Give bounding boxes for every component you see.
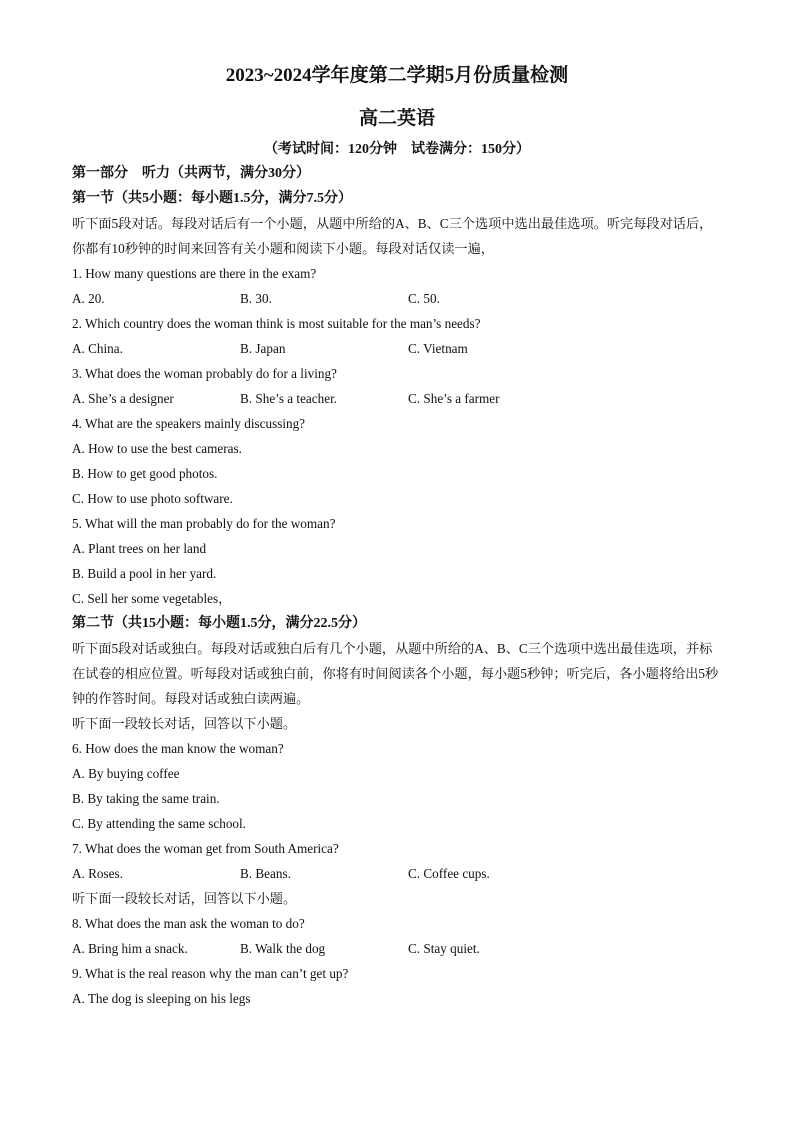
question-4-option-b: B. How to get good photos. — [72, 466, 218, 481]
part1-heading: 第一部分 听力（共两节，满分30分） — [72, 166, 310, 181]
question-5-option-a: A. Plant trees on her land — [72, 541, 207, 556]
question-6-option-c: C. By attending the same school. — [72, 816, 246, 831]
exam-title: 2023~2024学年度第二学期5月份质量检测 — [225, 65, 569, 86]
listen-long-dialog-2: 听下面一段较长对话，回答以下小题。 — [72, 891, 297, 906]
section2-heading: 第二节（共15小题：每小题1.5分，满分22.5分） — [72, 616, 366, 631]
question-6-stem: 6. How does the man know the woman? — [72, 741, 284, 756]
question-8-option-c: C. Stay quiet. — [408, 941, 480, 956]
question-1-options — [72, 286, 722, 311]
question-1-stem: 1. How many questions are there in the exam? — [72, 266, 317, 281]
question-6-option-a: A. By buying coffee — [72, 766, 180, 781]
exam-page — [72, 62, 722, 1011]
question-2-options — [72, 336, 722, 361]
question-7-options — [72, 861, 722, 886]
question-8-option-b: B. Walk the dog — [240, 941, 326, 956]
section2-instructions: 听下面5段对话或独白。每段对话或独白后有几个小题，从题中所给的A、B、C三个选项中选出最佳选项，并标在试卷的相应位置。听每段对话或独白前，你将有时间阅读各个小题，每小题5秒钟；听完后，各小题将给出5秒钟的作答时间。每段对话或独白读两遍。 — [72, 641, 719, 706]
section1-heading: 第一节（共5小题：每小题1.5分，满分7.5分） — [72, 191, 352, 206]
section1-instructions: 听下面5段对话。每段对话后有一个小题，从题中所给的A、B、C三个选项中选出最佳选项。听完每段对话后，你都有10秒钟的时间来回答有关小题和阅读下小题。每段对话仅读一遍， — [72, 216, 713, 256]
question-4-option-c: C. How to use photo software. — [72, 491, 233, 506]
question-4-option-a: A. How to use the best cameras. — [72, 441, 242, 456]
question-1-option-c: C. 50. — [408, 291, 440, 306]
question-3-option-b: B. She’s a teacher. — [240, 391, 338, 406]
question-7-option-a: A. Roses. — [72, 866, 123, 881]
question-2-option-c: C. Vietnam — [408, 341, 468, 356]
question-3-stem: 3. What does the woman probably do for a living? — [72, 366, 337, 381]
question-2-option-b: B. Japan — [240, 341, 286, 356]
question-2-stem: 2. Which country does the woman think is most suitable for the man’s needs? — [72, 316, 481, 331]
question-3-option-a: A. She’s a designer — [72, 391, 174, 406]
question-8-stem: 8. What does the man ask the woman to do? — [72, 916, 305, 931]
question-7-stem: 7. What does the woman get from South America? — [72, 841, 339, 856]
question-2-option-a: A. China. — [72, 341, 123, 356]
question-4-stem: 4. What are the speakers mainly discussing? — [72, 416, 306, 431]
question-7-option-b: B. Beans. — [240, 866, 291, 881]
exam-subject: 高二英语 — [358, 108, 435, 129]
question-7-option-c: C. Coffee cups. — [408, 866, 490, 881]
exam-info: （考试时间：120分钟 试卷满分：150分） — [264, 142, 530, 157]
question-3-options — [72, 386, 722, 411]
question-5-option-c: C. Sell her some vegetables， — [72, 591, 232, 606]
question-5-stem: 5. What will the man probably do for the woman? — [72, 516, 336, 531]
question-8-option-a: A. Bring him a snack. — [72, 941, 188, 956]
question-8-options — [72, 936, 722, 961]
question-1-option-a: A. 20. — [72, 291, 105, 306]
question-3-option-c: C. She’s a farmer — [408, 391, 500, 406]
question-9-option-a: A. The dog is sleeping on his legs — [72, 991, 251, 1006]
question-6-option-b: B. By taking the same train. — [72, 791, 220, 806]
question-9-stem: 9. What is the real reason why the man can’t get up? — [72, 966, 349, 981]
listen-long-dialog-1: 听下面一段较长对话，回答以下小题。 — [72, 716, 297, 731]
question-5-option-b: B. Build a pool in her yard. — [72, 566, 217, 581]
question-1-option-b: B. 30. — [240, 291, 272, 306]
